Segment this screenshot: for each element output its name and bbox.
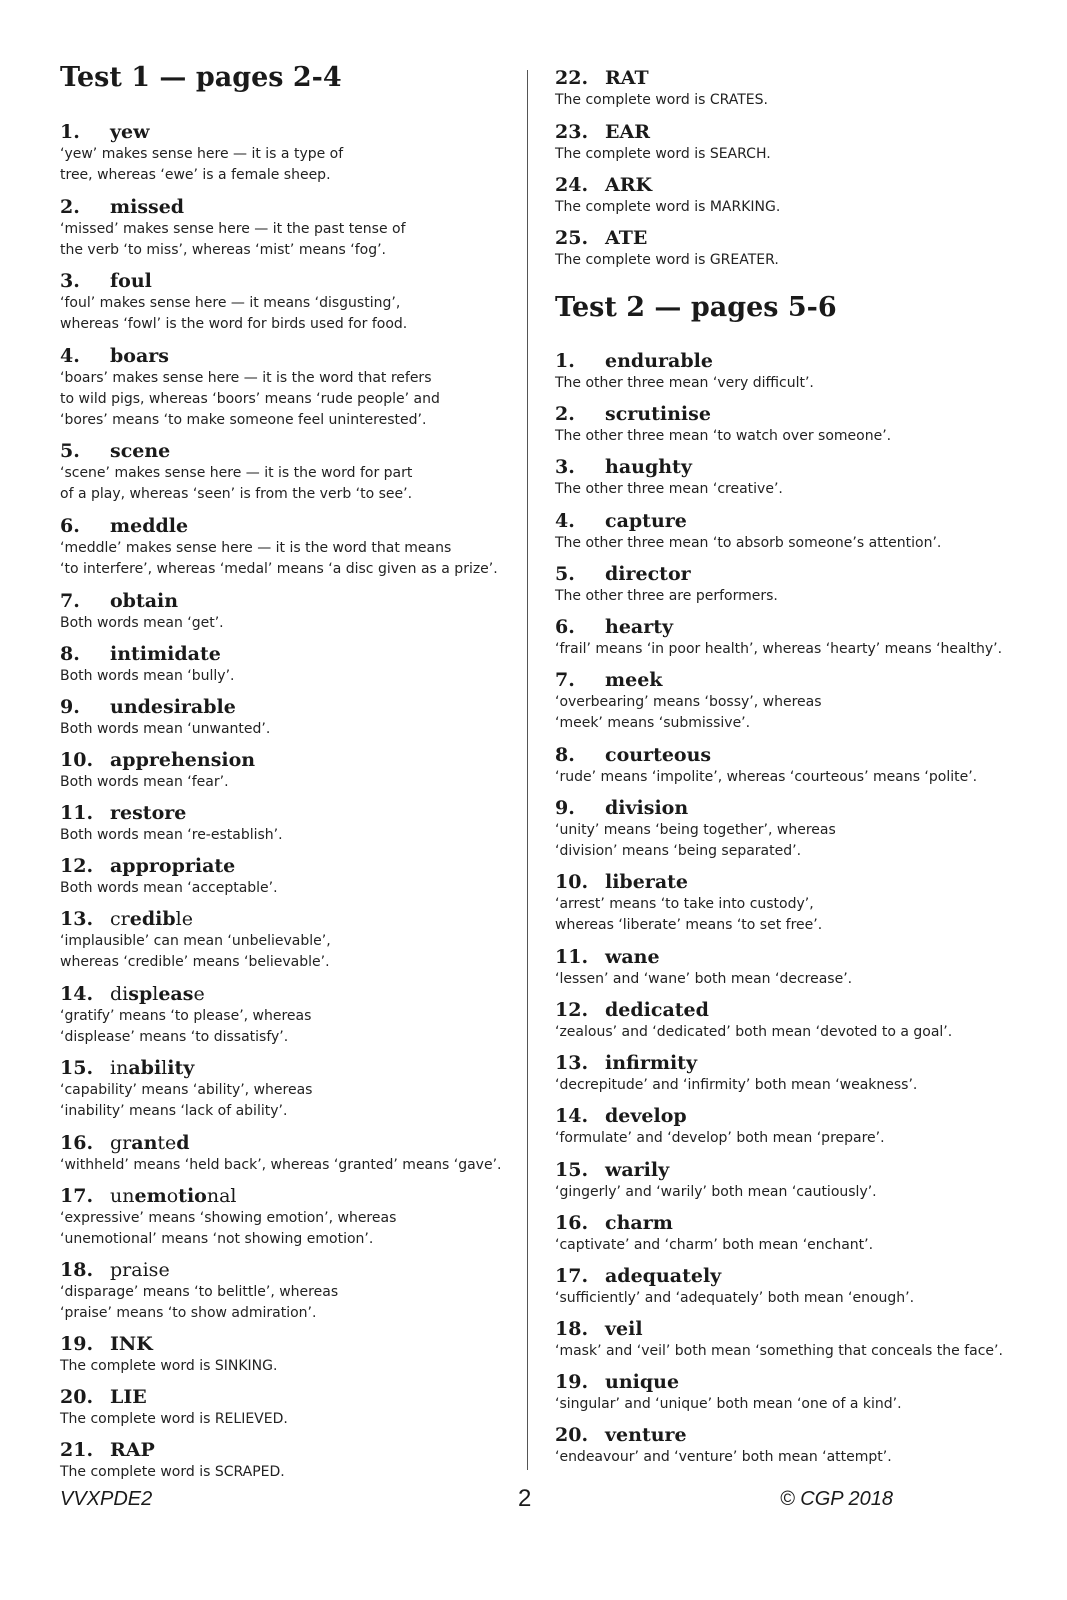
answer-number: 19. <box>60 1333 94 1355</box>
answer-word: endurable <box>605 350 713 372</box>
answer-number: 7. <box>555 669 575 691</box>
answer-number: 18. <box>555 1318 589 1340</box>
answer-number: 16. <box>60 1132 94 1154</box>
answer-explanation <box>555 767 977 788</box>
explanation-line: ‘disparage’ means ‘to belittle’, whereas <box>60 1284 339 1300</box>
explanation-line: the verb ‘to miss’, whereas ‘mist’ means ‘fog’. <box>60 242 386 258</box>
footer-copyright: © CGP 2018 <box>780 1488 893 1510</box>
explanation-line: to wild pigs, whereas ‘boors’ means ‘rude people’ and <box>60 391 440 407</box>
answer-explanation <box>60 1208 396 1250</box>
answer-explanation <box>60 772 229 793</box>
answer-word: charm <box>605 1212 673 1234</box>
answer-number: 14. <box>60 983 94 1005</box>
page-number: 2 <box>518 1485 532 1512</box>
explanation-line: ‘inability’ means ‘lack of ability’. <box>60 1103 288 1119</box>
answer-number: 1. <box>60 121 80 143</box>
answer-explanation <box>555 894 822 936</box>
answer-word: inability <box>110 1057 195 1079</box>
explanation-line: of a play, whereas ‘seen’ is from the verb ‘to see’. <box>60 486 413 502</box>
answer-word: ARK <box>605 174 653 196</box>
answer-number: 15. <box>60 1057 94 1079</box>
explanation-line: ‘unity’ means ‘being together’, whereas <box>555 822 836 838</box>
answer-word: unemotional <box>110 1185 237 1207</box>
answer-number: 5. <box>60 440 80 462</box>
answer-explanation <box>60 931 331 973</box>
explanation-line: ‘division’ means ‘being separated’. <box>555 843 802 859</box>
answer-word: granted <box>110 1132 190 1154</box>
answer-explanation <box>60 1155 501 1176</box>
explanation-line: ‘decrepitude’ and ‘infirmity’ both mean ‘weakness’. <box>555 1077 918 1093</box>
explanation-line: whereas ‘liberate’ means ‘to set free’. <box>555 917 823 933</box>
explanation-line: The other three mean ‘to absorb someone’s attention’. <box>555 535 942 551</box>
answer-word: displease <box>110 983 205 1005</box>
explanation-line: ‘gingerly’ and ‘warily’ both mean ‘cautiously’. <box>555 1184 877 1200</box>
answer-word: ATE <box>605 227 648 249</box>
answer-number: 4. <box>60 345 80 367</box>
answer-number: 3. <box>60 270 80 292</box>
answer-number: 19. <box>555 1371 589 1393</box>
explanation-line: ‘unemotional’ means ‘not showing emotion’. <box>60 1231 374 1247</box>
answer-explanation <box>60 1356 277 1377</box>
answer-number: 13. <box>60 908 94 930</box>
answer-word: dedicated <box>605 999 709 1021</box>
answer-explanation <box>60 144 343 186</box>
explanation-line: ‘displease’ means ‘to dissatisfy’. <box>60 1029 289 1045</box>
answer-number: 6. <box>60 515 80 537</box>
answer-number: 23. <box>555 121 589 143</box>
answer-explanation <box>60 368 440 431</box>
answer-number: 11. <box>60 802 94 824</box>
answer-number: 24. <box>555 174 589 196</box>
answer-number: 10. <box>555 871 589 893</box>
answer-word: intimidate <box>110 643 221 665</box>
answer-word: yew <box>110 121 150 143</box>
answer-explanation <box>60 1006 311 1048</box>
answer-explanation <box>60 666 234 687</box>
answer-number: 16. <box>555 1212 589 1234</box>
answer-number: 11. <box>555 946 589 968</box>
explanation-line: ‘missed’ makes sense here — it the past tense of <box>60 221 406 237</box>
answer-word: scrutinise <box>605 403 711 425</box>
answer-explanation <box>60 293 407 335</box>
answer-word: develop <box>605 1105 687 1127</box>
answer-word: meddle <box>110 515 189 537</box>
footer-code: VVXPDE2 <box>60 1488 153 1510</box>
answer-number: 15. <box>555 1159 589 1181</box>
answer-number: 5. <box>555 563 575 585</box>
explanation-line: ‘overbearing’ means ‘bossy’, whereas <box>555 694 822 710</box>
explanation-line: whereas ‘fowl’ is the word for birds used for food. <box>60 316 408 332</box>
explanation-line: The complete word is RELIEVED. <box>60 1411 288 1427</box>
answer-explanation <box>60 1282 338 1324</box>
answer-word: obtain <box>110 590 179 612</box>
answer-number: 9. <box>60 696 80 718</box>
answer-number: 3. <box>555 456 575 478</box>
answer-number: 18. <box>60 1259 94 1281</box>
answer-number: 12. <box>555 999 589 1021</box>
explanation-line: ‘scene’ makes sense here — it is the word for part <box>60 465 413 481</box>
answer-number: 10. <box>60 749 94 771</box>
explanation-line: ‘boars’ makes sense here — it is the word that refers <box>60 370 432 386</box>
answer-word: unique <box>605 1371 680 1393</box>
answer-number: 13. <box>555 1052 589 1074</box>
answer-explanation <box>60 538 498 580</box>
explanation-line: ‘lessen’ and ‘wane’ both mean ‘decrease’. <box>555 971 853 987</box>
explanation-line: The other three mean ‘very difficult’. <box>555 375 814 391</box>
explanation-line: ‘captivate’ and ‘charm’ both mean ‘enchant’. <box>555 1237 874 1253</box>
answer-explanation <box>555 1235 873 1256</box>
explanation-line: ‘foul’ makes sense here — it means ‘disgusting’, <box>60 295 401 311</box>
explanation-line: ‘bores’ means ‘to make someone feel uninterested’. <box>60 412 427 428</box>
answer-explanation <box>555 373 814 394</box>
answer-explanation <box>555 1394 902 1415</box>
answer-word: praise <box>110 1259 170 1281</box>
explanation-line: ‘meek’ means ‘submissive’. <box>555 715 751 731</box>
answer-explanation <box>555 639 1002 660</box>
answer-number: 8. <box>60 643 80 665</box>
answer-word: hearty <box>605 616 674 638</box>
answer-word: capture <box>605 510 687 532</box>
answer-explanation <box>555 1288 914 1309</box>
explanation-line: ‘formulate’ and ‘develop’ both mean ‘prepare’. <box>555 1130 885 1146</box>
answer-word: LIE <box>110 1386 147 1408</box>
answer-word: missed <box>110 196 185 218</box>
answer-explanation <box>555 1075 917 1096</box>
explanation-line: The complete word is CRATES. <box>555 92 768 108</box>
explanation-line: The complete word is MARKING. <box>555 199 781 215</box>
explanation-line: ‘singular’ and ‘unique’ both mean ‘one of a kind’. <box>555 1396 902 1412</box>
explanation-line: ‘praise’ means ‘to show admiration’. <box>60 1305 317 1321</box>
explanation-line: The complete word is SINKING. <box>60 1358 278 1374</box>
explanation-line: ‘meddle’ makes sense here — it is the word that means <box>60 540 452 556</box>
explanation-line: tree, whereas ‘ewe’ is a female sheep. <box>60 167 331 183</box>
explanation-line: ‘mask’ and ‘veil’ both mean ‘something that conceals the face’. <box>555 1343 1003 1359</box>
answer-number: 1. <box>555 350 575 372</box>
answer-explanation <box>60 825 283 846</box>
explanation-line: The other three are performers. <box>555 588 778 604</box>
answer-explanation <box>60 219 406 261</box>
answer-explanation <box>555 1182 877 1203</box>
explanation-line: Both words mean ‘re-establish’. <box>60 827 283 843</box>
answer-explanation <box>555 1128 885 1149</box>
explanation-line: Both words mean ‘get’. <box>60 615 224 631</box>
answer-number: 2. <box>555 403 575 425</box>
answer-explanation <box>555 426 891 447</box>
column-divider <box>527 70 528 1470</box>
answer-number: 25. <box>555 227 589 249</box>
explanation-line: ‘frail’ means ‘in poor health’, whereas ‘hearty’ means ‘healthy’. <box>555 641 1003 657</box>
explanation-line: The complete word is SEARCH. <box>555 146 771 162</box>
answer-explanation <box>555 1447 892 1468</box>
explanation-line: ‘implausible’ can mean ‘unbelievable’, <box>60 933 331 949</box>
explanation-line: ‘gratify’ means ‘to please’, whereas <box>60 1008 312 1024</box>
explanation-line: ‘capability’ means ‘ability’, whereas <box>60 1082 313 1098</box>
answer-word: infirmity <box>605 1052 697 1074</box>
explanation-line: ‘withheld’ means ‘held back’, whereas ‘granted’ means ‘gave’. <box>60 1157 502 1173</box>
answer-explanation <box>555 533 941 554</box>
answer-explanation <box>555 90 768 111</box>
answer-word: EAR <box>605 121 651 143</box>
answer-word: warily <box>605 1159 670 1181</box>
explanation-line: ‘endeavour’ and ‘venture’ both mean ‘attempt’. <box>555 1449 892 1465</box>
answer-explanation <box>555 586 778 607</box>
answer-explanation <box>555 250 779 271</box>
answer-word: wane <box>605 946 660 968</box>
answer-word: division <box>605 797 689 819</box>
answer-explanation <box>60 1462 285 1483</box>
answer-number: 6. <box>555 616 575 638</box>
explanation-line: The other three mean ‘to watch over someone’. <box>555 428 892 444</box>
answer-number: 8. <box>555 744 575 766</box>
test2-title: Test 2 — pages 5-6 <box>555 292 837 323</box>
explanation-line: ‘zealous’ and ‘dedicated’ both mean ‘devoted to a goal’. <box>555 1024 953 1040</box>
answer-word: RAT <box>605 67 649 89</box>
answer-explanation <box>555 197 780 218</box>
answer-word: undesirable <box>110 696 236 718</box>
answer-word: venture <box>605 1424 687 1446</box>
explanation-line: The other three mean ‘creative’. <box>555 481 783 497</box>
explanation-line: The complete word is GREATER. <box>555 252 779 268</box>
answer-explanation <box>60 719 270 740</box>
answer-word: haughty <box>605 456 692 478</box>
explanation-line: whereas ‘credible’ means ‘believable’. <box>60 954 330 970</box>
answer-word: courteous <box>605 744 712 766</box>
explanation-line: ‘to interfere’, whereas ‘medal’ means ‘a disc given as a prize’. <box>60 561 498 577</box>
explanation-line: ‘yew’ makes sense here — it is a type of <box>60 146 344 162</box>
answer-word: boars <box>110 345 169 367</box>
explanation-line: Both words mean ‘fear’. <box>60 774 229 790</box>
answer-number: 20. <box>555 1424 589 1446</box>
answer-explanation <box>555 479 783 500</box>
answer-explanation <box>555 692 822 734</box>
answer-number: 9. <box>555 797 575 819</box>
answer-word: adequately <box>605 1265 722 1287</box>
answer-explanation <box>555 820 836 862</box>
explanation-line: The complete word is SCRAPED. <box>60 1464 285 1480</box>
answer-number: 17. <box>555 1265 589 1287</box>
answer-word: INK <box>110 1333 153 1355</box>
test1-title: Test 1 — pages 2-4 <box>60 62 342 93</box>
answer-explanation <box>60 463 412 505</box>
answer-explanation <box>60 1409 288 1430</box>
answer-number: 12. <box>60 855 94 877</box>
answer-explanation <box>555 1341 1003 1362</box>
answer-explanation <box>60 878 278 899</box>
answer-word: scene <box>110 440 171 462</box>
answer-word: appropriate <box>110 855 236 877</box>
explanation-line: ‘rude’ means ‘impolite’, whereas ‘courteous’ means ‘polite’. <box>555 769 978 785</box>
explanation-line: Both words mean ‘acceptable’. <box>60 880 278 896</box>
answer-word: veil <box>605 1318 643 1340</box>
explanation-line: Both words mean ‘unwanted’. <box>60 721 271 737</box>
answer-explanation <box>555 969 852 990</box>
explanation-line: ‘expressive’ means ‘showing emotion’, whereas <box>60 1210 397 1226</box>
answer-number: 7. <box>60 590 80 612</box>
answer-explanation <box>555 1022 952 1043</box>
answer-number: 14. <box>555 1105 589 1127</box>
answer-number: 4. <box>555 510 575 532</box>
explanation-line: ‘sufficiently’ and ‘adequately’ both mean ‘enough’. <box>555 1290 915 1306</box>
answer-explanation <box>60 1080 312 1122</box>
answer-word: apprehension <box>110 749 256 771</box>
answer-word: RAP <box>110 1439 155 1461</box>
answer-number: 21. <box>60 1439 94 1461</box>
answer-explanation <box>555 144 771 165</box>
answer-number: 2. <box>60 196 80 218</box>
answer-word: restore <box>110 802 187 824</box>
answer-explanation <box>60 613 224 634</box>
answer-word: director <box>605 563 691 585</box>
answer-word: liberate <box>605 871 688 893</box>
answer-number: 22. <box>555 67 589 89</box>
answer-word: credible <box>110 908 193 930</box>
answer-word: foul <box>110 270 152 292</box>
answer-number: 17. <box>60 1185 94 1207</box>
answer-word: meek <box>605 669 663 691</box>
explanation-line: Both words mean ‘bully’. <box>60 668 235 684</box>
explanation-line: ‘arrest’ means ‘to take into custody’, <box>555 896 814 912</box>
answer-number: 20. <box>60 1386 94 1408</box>
